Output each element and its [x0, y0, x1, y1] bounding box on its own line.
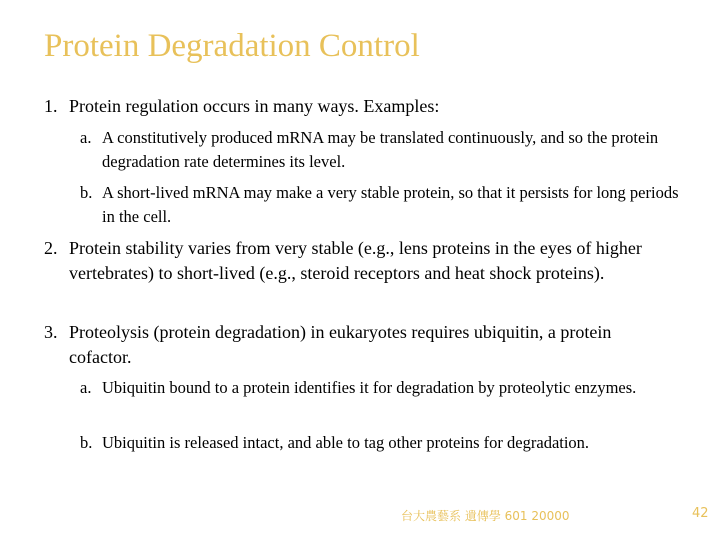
- sub-item-1b: [80, 181, 680, 229]
- sub-text: A constitutively produced mRNA may be translated continuously, and so the protein degradation rate determines its level.: [102, 128, 659, 171]
- list-item-2: [44, 236, 664, 286]
- sub-item-1a: [80, 126, 680, 174]
- sub-letter: b.: [80, 433, 93, 452]
- slide-title: Protein Degradation Control: [44, 28, 420, 64]
- list-text: Proteolysis (protein degradation) in eukaryotes requires ubiquitin, a protein cofactor.: [69, 322, 612, 367]
- list-number: 3.: [44, 322, 58, 342]
- sub-text: Ubiquitin is released intact, and able to tag other proteins for degradation.: [102, 433, 590, 452]
- sub-text: A short-lived mRNA may make a very stable protein, so that it persists for long periods in the cell.: [102, 183, 679, 226]
- list-item-1: [44, 94, 684, 119]
- list-item-3: [44, 320, 664, 370]
- list-text: Protein stability varies from very stable (e.g., lens proteins in the eyes of higher vertebrates) to short-lived (e.g., steroid receptors and heat shock proteins).: [69, 238, 642, 283]
- list-number: 2.: [44, 238, 58, 258]
- footer-course-label: 台大農藝系 遺傳學 601 20000: [401, 509, 570, 523]
- sub-text: Ubiquitin bound to a protein identifies it for degradation by proteolytic enzymes.: [102, 378, 637, 397]
- sub-item-3a: [80, 376, 670, 400]
- sub-letter: a.: [80, 128, 92, 147]
- page-number: 42: [692, 506, 709, 521]
- list-text: Protein regulation occurs in many ways. Examples:: [69, 96, 440, 116]
- sub-item-3b: [80, 431, 600, 455]
- list-number: 1.: [44, 96, 58, 116]
- sub-letter: a.: [80, 378, 92, 397]
- sub-letter: b.: [80, 183, 93, 202]
